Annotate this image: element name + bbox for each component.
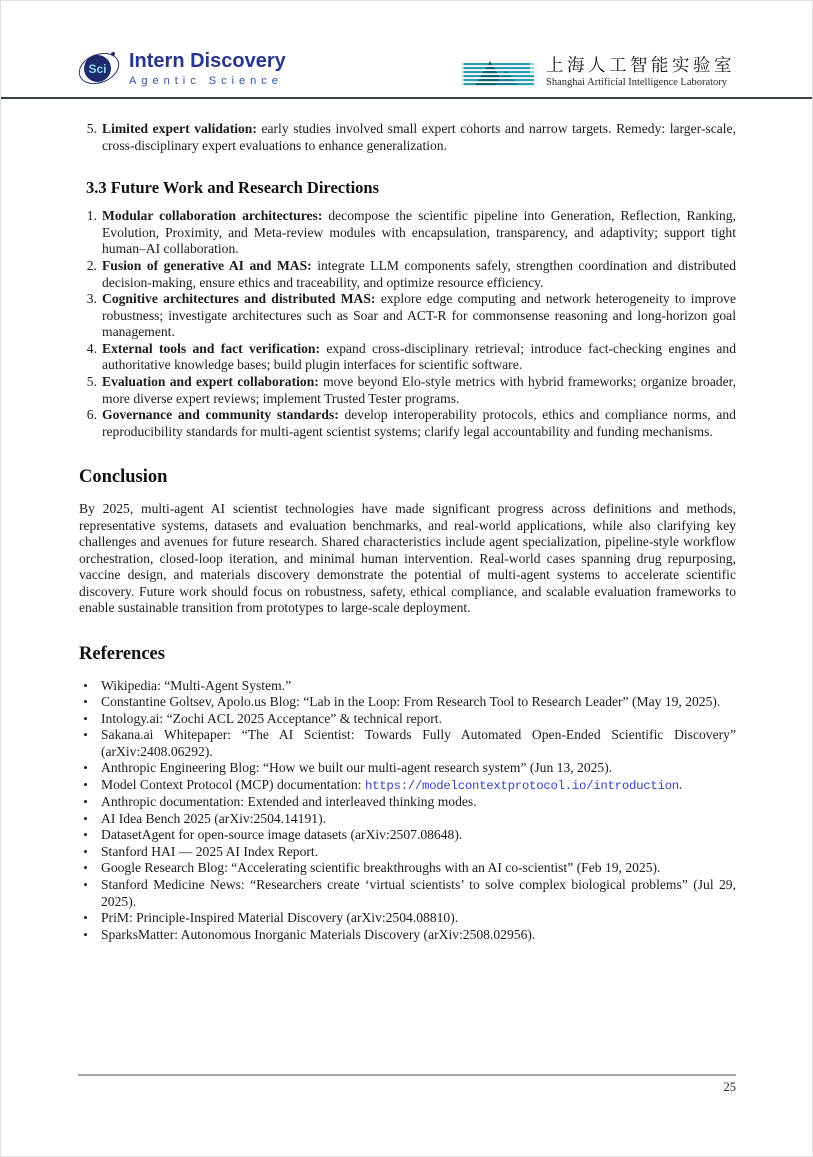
- logo-title: Intern Discovery: [129, 49, 286, 72]
- list-item-text: Anthropic documentation: Extended and interleaved thinking modes.: [101, 794, 477, 810]
- reference-url-link[interactable]: https://modelcontextprotocol.io/introduction: [364, 779, 679, 794]
- references-list: [79, 678, 736, 944]
- bullet-marker: •: [83, 677, 88, 693]
- logo-right-text: [546, 56, 735, 89]
- bullet-marker: •: [83, 727, 88, 743]
- reference-item: [79, 794, 736, 811]
- reference-item: [79, 860, 736, 877]
- reference-item: [79, 811, 736, 828]
- list-item-text: Google Research Blog: “Accelerating scientific breakthroughs with an AI co-scientist” (Feb 19, 2025).: [101, 860, 661, 876]
- striped-mountain-icon: [460, 57, 536, 89]
- page-content: [1, 102, 812, 943]
- section-heading-references: References: [79, 643, 165, 664]
- future-work-item: [79, 258, 736, 291]
- list-item-text: DatasetAgent for open-source image datasets (arXiv:2507.08648).: [101, 827, 463, 843]
- bullet-marker: •: [83, 926, 88, 942]
- reference-item: [79, 827, 736, 844]
- list-item-text: PriM: Principle-Inspired Material Discovery (arXiv:2504.08810).: [101, 910, 459, 926]
- reference-item: [79, 711, 736, 728]
- bullet-marker: •: [83, 694, 88, 710]
- list-item-text: Evaluation and expert collaboration: move beyond Elo-style metrics with hybrid frameworks; organize broader, more diverse expert reviews; implement Trusted Tester programs.: [102, 374, 737, 406]
- reference-item: [79, 877, 736, 910]
- page-header: [1, 1, 812, 99]
- shanghai-ai-lab-logo: [460, 56, 735, 89]
- future-work-item: [79, 374, 736, 407]
- reference-item: [79, 760, 736, 777]
- item-number: 3.: [86, 291, 97, 307]
- bullet-marker: •: [83, 710, 88, 726]
- page-number: 25: [723, 1080, 736, 1094]
- list-item-text: Governance and community standards: develop interoperability protocols, ethics and compliance norms, and reproducibility standards for multi-agent scientist systems; clarify legal accountability and funding mechanisms.: [102, 407, 736, 439]
- reference-item: [79, 678, 736, 695]
- future-work-list: [79, 208, 736, 440]
- bullet-marker: •: [83, 910, 88, 926]
- challenge-item: [79, 121, 736, 154]
- lab-name-chinese: 上海人工智能实验室: [546, 55, 735, 76]
- list-item-text: SparksMatter: Autonomous Inorganic Materials Discovery (arXiv:2508.02956).: [101, 926, 536, 942]
- section-heading-future-work: 3.3 Future Work and Research Directions: [86, 178, 380, 198]
- list-item-text: Constantine Goltsev, Apolo.us Blog: “Lab in the Loop: From Research Tool to Research Leader” (May 19, 2025).: [101, 694, 721, 710]
- list-item-text: Intology.ai: “Zochi ACL 2025 Acceptance” & technical report.: [101, 710, 442, 726]
- list-item-text: Cognitive architectures and distributed MAS: explore edge computing and network heterogeneity to improve robustness; investigate architectures such as Soar and ACT-R for commonsense reasoning and long-horizon goal management.: [102, 291, 736, 340]
- list-item-text: Stanford Medicine News: “Researchers create ‘virtual scientists’ to solve complex biological problems” (Jul 29, 2025).: [101, 877, 736, 909]
- item-number: 6.: [86, 407, 97, 423]
- item-number: 4.: [86, 340, 97, 356]
- bullet-marker: •: [83, 877, 88, 893]
- logo-subtitle: Agentic Science: [129, 74, 283, 87]
- list-item-text: Limited expert validation: early studies involved small expert cohorts and narrow targets. Remedy: larger-scale, cross-disciplinary expert evaluations to enhance generalization.: [102, 121, 736, 153]
- section-heading-conclusion: Conclusion: [79, 467, 168, 488]
- bullet-marker: •: [83, 777, 88, 793]
- reference-item: [79, 777, 736, 794]
- item-number: 5.: [86, 374, 97, 390]
- conclusion-paragraph: By 2025, multi-agent AI scientist technologies have made significant progress across definitions and methods, representative systems, datasets and evaluation benchmarks, and real-world applications, while also clarifying key challenges and avenues for future research. Shared characteristics include agent specialization, pipeline-style workflow orchestration, closed-loop iteration, and minimal human intervention. Real-world cases spanning drug repurposing, vaccine design, and materials discovery demonstrate the potential of multi-agent systems to accelerate scientific discovery. Future work should focus on robustness, safety, ethical compliance, and scalable evaluation frameworks to enable sustainable transition from prototypes to large-scale deployment.: [79, 500, 736, 616]
- future-work-item: [79, 341, 736, 374]
- bullet-marker: •: [83, 827, 88, 843]
- list-item-text: Wikipedia: “Multi-Agent System.”: [101, 677, 292, 693]
- list-item-text: Sakana.ai Whitepaper: “The AI Scientist: Towards Fully Automated Open-Ended Scientific Discovery” (arXiv:2408.06292).: [101, 727, 736, 759]
- reference-item: [79, 844, 736, 861]
- list-item-text: External tools and fact verification: expand cross-disciplinary retrieval; introduce fact-checking engines and authoritative knowledge bases; build plugin interfaces for scientific software.: [102, 340, 736, 373]
- item-number: 5.: [86, 121, 97, 136]
- sci-atom-icon: [78, 49, 120, 89]
- item-number: 2.: [86, 258, 97, 274]
- page-footer: [78, 1074, 736, 1096]
- future-work-item: [79, 291, 736, 341]
- list-item-text: Model Context Protocol (MCP) documentation: https://modelcontextprotocol.io/introduction.: [101, 777, 683, 794]
- sci-badge-text: Sci: [88, 61, 107, 76]
- list-item-text: Anthropic Engineering Blog: “How we built our multi-agent research system” (Jun 13, 2025).: [101, 760, 613, 776]
- reference-item: [79, 910, 736, 927]
- sci-core-circle: [84, 55, 111, 82]
- bullet-marker: •: [83, 843, 88, 859]
- orbit-dot-icon: [111, 52, 115, 56]
- lab-name-english: Shanghai Artificial Intelligence Laboratory: [546, 77, 728, 89]
- bullet-marker: •: [83, 760, 88, 776]
- reference-item: [79, 727, 736, 760]
- list-item-text: AI Idea Bench 2025 (arXiv:2504.14191).: [101, 810, 326, 826]
- future-work-item: [79, 407, 736, 440]
- list-item-text: Modular collaboration architectures: decompose the scientific pipeline into Generation, Reflection, Ranking, Evolution, Proximity, and Meta-review modules with encapsulation, transparency, and adaptivity; support tight human–AI collaboration.: [102, 208, 736, 257]
- logo-left-text: [129, 51, 286, 88]
- bullet-marker: •: [83, 810, 88, 826]
- item-number: 1.: [86, 208, 97, 224]
- list-item-text: Stanford HAI — 2025 AI Index Report.: [101, 843, 319, 859]
- reference-item: [79, 694, 736, 711]
- challenges-list: [79, 121, 736, 154]
- list-item-text: Fusion of generative AI and MAS: integrate LLM components safely, strengthen coordination and distributed decision-making, ensure ethics and traceability, and optimize resource efficiency.: [102, 258, 736, 290]
- bullet-marker: •: [83, 860, 88, 876]
- reference-item: [79, 927, 736, 944]
- bullet-marker: •: [83, 794, 88, 810]
- intern-discovery-logo: [78, 49, 286, 89]
- future-work-item: [79, 208, 736, 258]
